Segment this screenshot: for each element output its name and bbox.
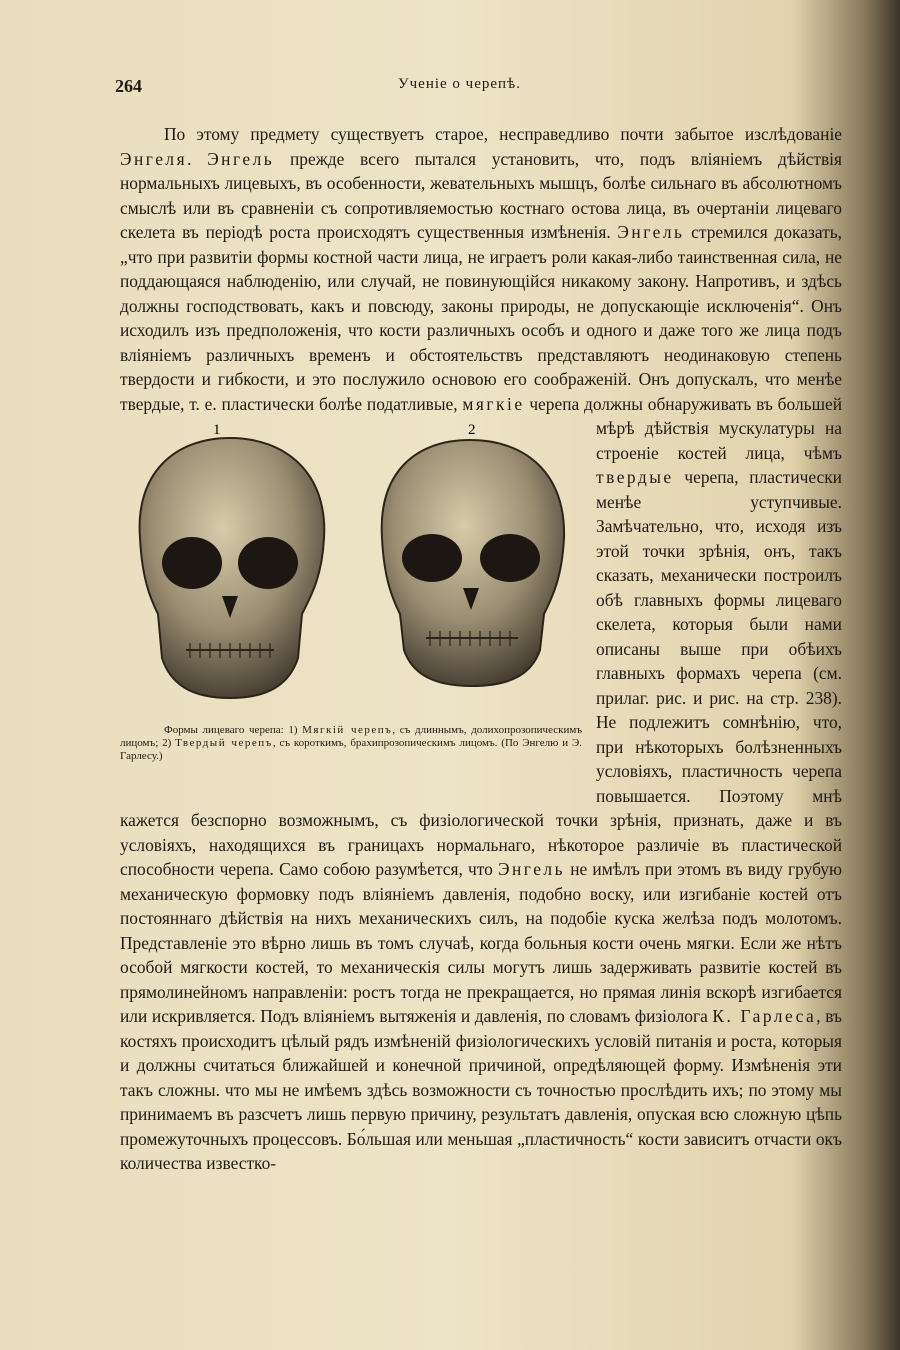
caption-run: , съ длиннымъ, долихопрозопическимъ лицомъ; 2) [120, 724, 583, 749]
caption-emphasis: Мягкій черепъ [302, 724, 393, 736]
skull-figure [120, 418, 582, 780]
skull-1 [140, 438, 325, 698]
caption-run: , съ короткимъ, брахипрозопическимъ лицомъ. (По Энгелю и Э. Гарлесу.) [120, 737, 582, 762]
text-run: стремился доказать, „что при развитіи формы костной части лица, не играетъ роли какая-либо таинственная сила, не поддающаяся наблюденію, или случай, не повинующійся никакому закону. Напротивъ, и здѣсь должны господствовать, какъ и повсюду, законы природы, не допускающіе исключенія“. Онъ исходилъ изъ предположенія, что кости различныхъ особъ и одного и даже того же лица подъ вліяніемъ различныхъ временъ и обстоятельствъ представляютъ неодинаковую степень твердости и гибкости, и это послужило основою его соображеній. Онъ допускалъ, что менѣе твердые, т. е. пластически болѣе податливые, [120, 222, 842, 414]
author-name: Энгель [498, 859, 566, 879]
text-run: не имѣлъ при этомъ въ виду грубую механическую формовку подъ вліяніемъ давленія, подобно воску, или изгибаніе костей отъ постояннаго дѣйствія на нихъ механическихъ силъ, на подобіе куска желѣза подъ молотомъ. Представленіе это вѣрно лишь въ томъ случаѣ, когда больныя кости очень мягки. Если же нѣтъ особой мягкости костей, то механическія силы могутъ лишь задерживать развитіе костей въ прямолинейномъ направленіи: ростъ тогда не прекращается, но прямая линія вскорѣ изгибается или искривляется. Подъ вліяніемъ вытяженія и давленія, по словамъ физіолога [120, 859, 842, 1026]
emphasis: мягкіе [462, 393, 525, 414]
paragraph [120, 122, 842, 1176]
emphasis: твердые [596, 467, 674, 487]
author-name: Энгель [207, 148, 275, 169]
text-run: , въ костяхъ происходитъ цѣлый рядъ измѣненій физіологическихъ условій питанія и роста, которыя и должны считаться ближайшей и конечной причиной, опредѣляющей форму. Измѣненія эти такъ сложны. что мы не имѣемъ здѣсь возможности съ точностью прослѣдить ихъ; по этому мы принимаемъ въ разсчетъ лишь первую причину, результатъ давленія, опуская всю сложную цѣпь промежуточныхъ процессовъ. Бо́льшая или меньшая „пластичность“ кости зависитъ отчасти окъ количества известко- [120, 1006, 842, 1173]
author-name: Энгеля [120, 148, 188, 169]
figure-label-1: 1 [213, 422, 221, 438]
text-run: прежде всего пытался установить, что, подъ вліяніемъ дѣйствія нормальныхъ лицевыхъ, въ особенности, жевательныхъ мышцъ, болѣе сильнаго въ абсолютномъ смыслѣ или въ сравненіи съ сопротивляемостью костнаго остова лица, въ очертаніи лицеваго скелета въ періодѣ роста происходятъ существенныя измѣненія. [120, 148, 842, 242]
author-name: К. Гарлеса [712, 1006, 817, 1026]
figure-caption [120, 724, 582, 763]
caption-run: Формы лицеваго черепа: 1) [164, 724, 303, 736]
author-name: Энгель [617, 222, 685, 242]
caption-emphasis: Твердый черепъ [175, 737, 273, 749]
skull-2 [382, 440, 564, 686]
text-run: черепа, пластически менѣе уступчивые. Замѣчательно, что, исходя изъ этой точки зрѣнія, онъ, такъ сказать, механически построилъ обѣ главныхъ формы лицеваго скелета, которыя были нами описаны выше при обѣихъ главныхъ формахъ черепа (см. прилаг. рис. и рис. на стр. 238). Не подлежитъ сомнѣнію, что, при нѣкоторыхъ болѣзненныхъ условіяхъ, пластичность черепа повышается. Поэтому мнѣ кажется безспорно возможнымъ, съ физіологической точки зрѣнія, признать, даже и въ условіяхъ, находящихся въ границахъ нормальнаго, нѣкоторое различіе въ пластической способности черепа. Само собою разумѣется, что [120, 467, 842, 879]
text-run: . [187, 148, 208, 169]
skull-illustration [120, 418, 582, 718]
text-run: черепа должны обнаруживать въ большей мѣрѣ дѣйствія мускулатуры на строеніе костей лица, чѣмъ [524, 393, 843, 463]
text-run: По этому предмету существуетъ старое, несправедливо почти забытое изслѣдованіе [164, 124, 842, 144]
figure-label-2: 2 [468, 422, 476, 438]
page-number: 264 [115, 76, 142, 96]
main-text [120, 122, 842, 1176]
running-head: Ученіе о черепѣ. [398, 76, 521, 92]
